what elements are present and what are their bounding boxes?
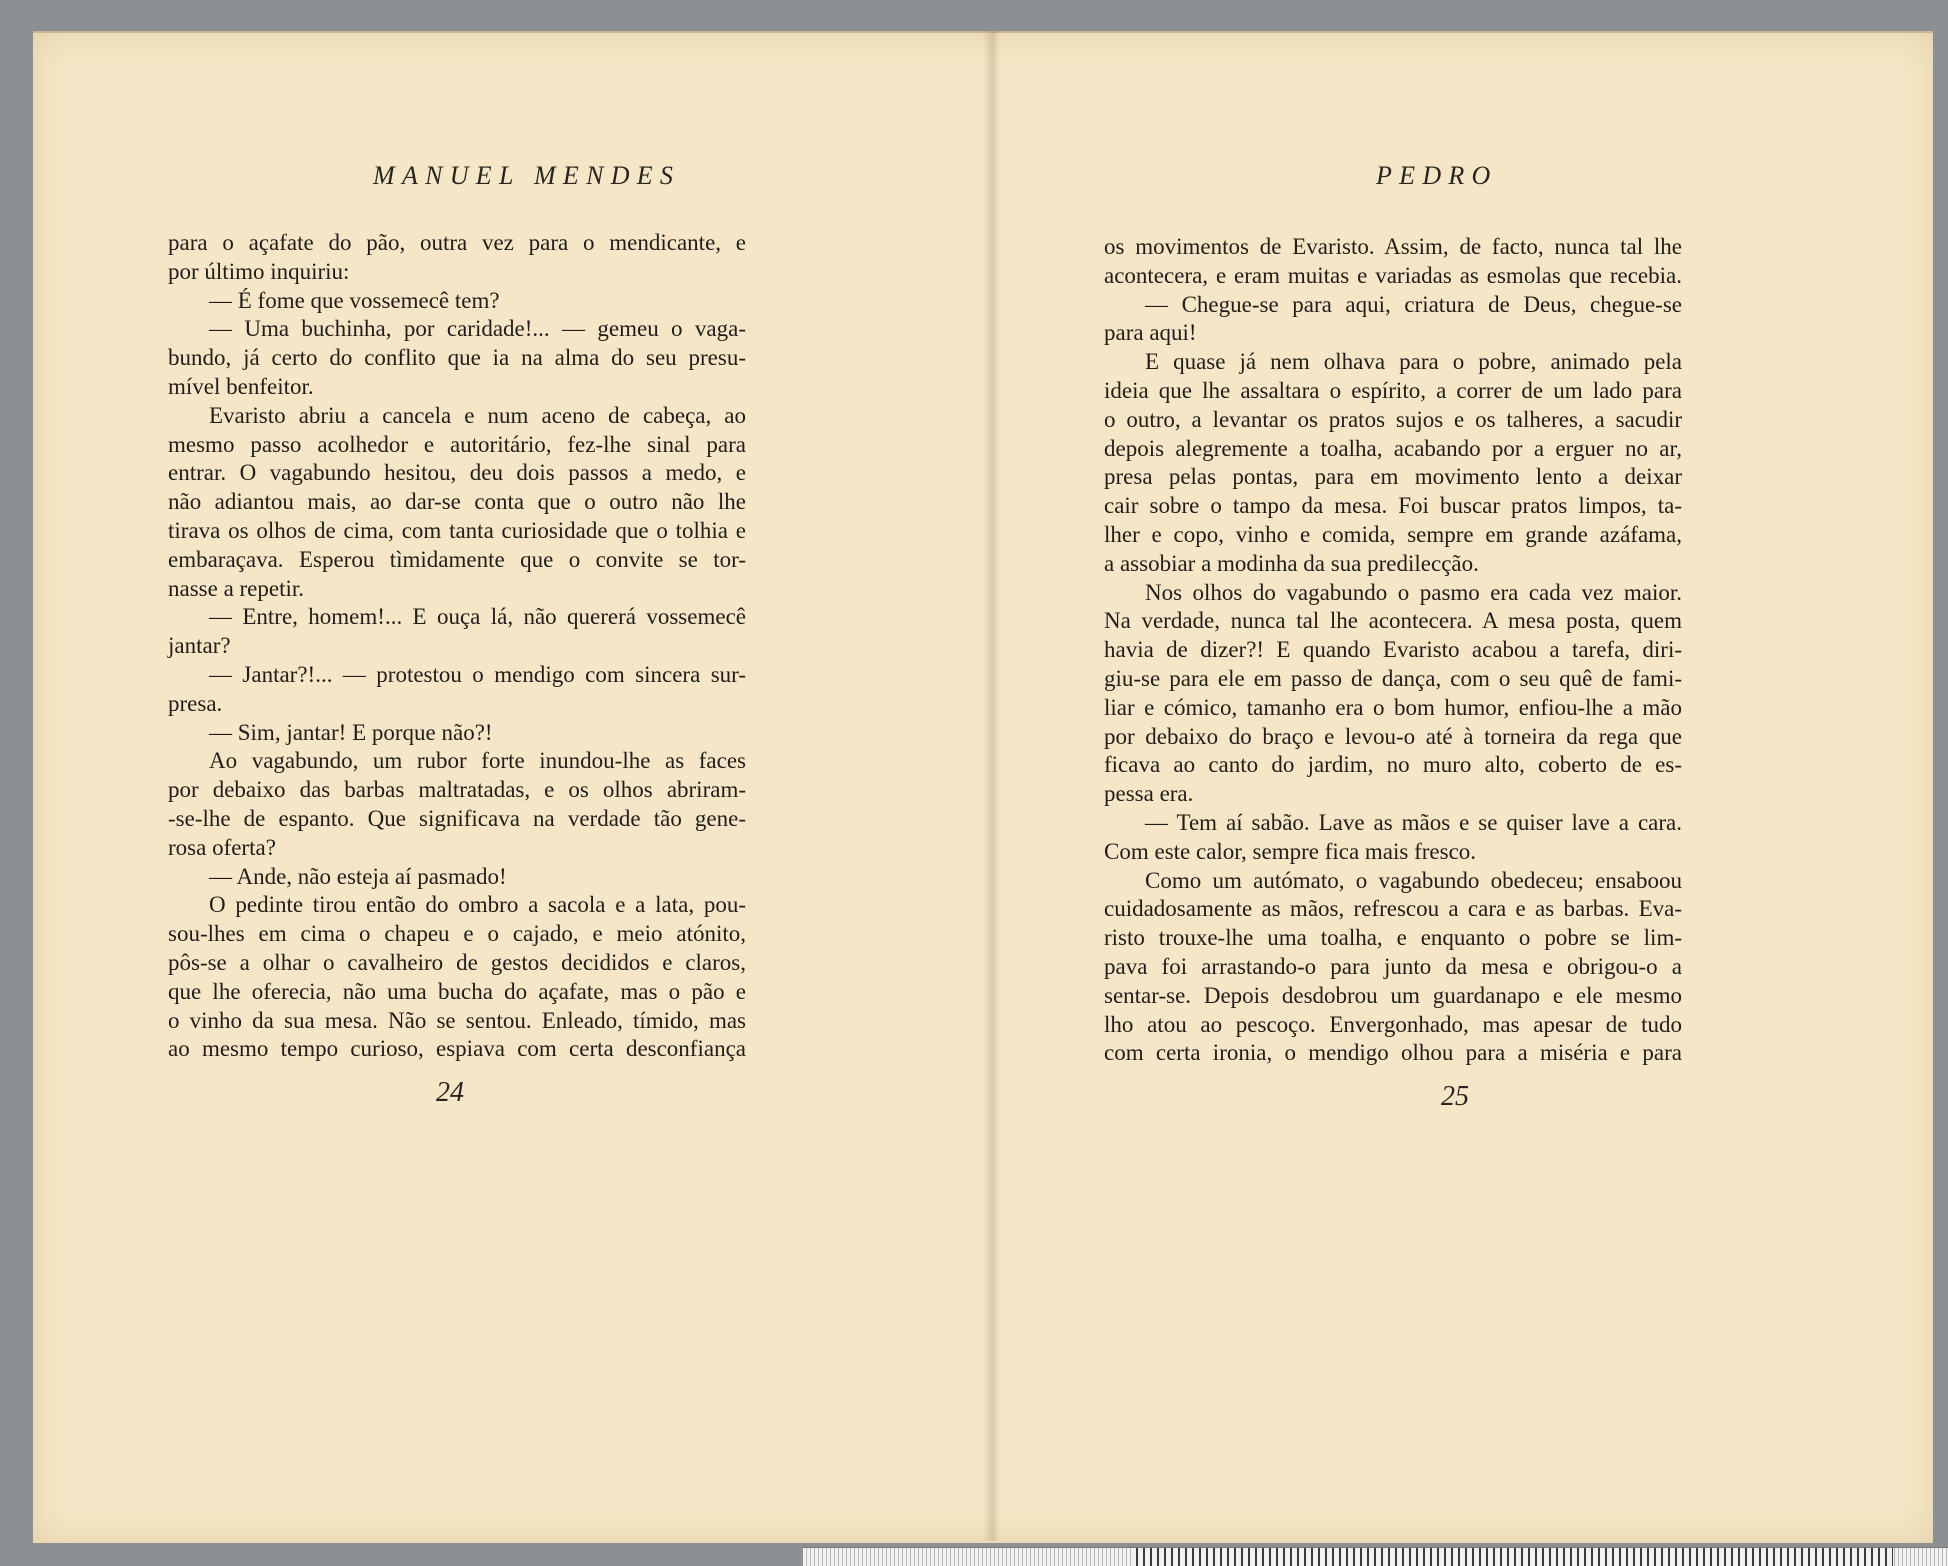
text-line: — Entre, homem!... E ouça lá, não quererá vossemecê: [209, 604, 746, 630]
text-line: E quase já nem olhava para o pobre, animado pela: [1145, 349, 1682, 375]
text-line: cair sobre o tampo da mesa. Foi buscar pratos limpos, ta-: [1104, 493, 1682, 519]
text-line: liar e cómico, tamanho era o bom humor, enfiou-lhe a mão: [1104, 694, 1682, 720]
page-number-left: 24: [436, 1077, 464, 1108]
text-line: para aqui!: [1104, 320, 1197, 346]
text-line: presa.: [168, 690, 223, 716]
text-line: embaraçava. Esperou tìmidamente que o convite se tor-: [168, 546, 746, 572]
text-line: rosa oferta?: [168, 834, 276, 860]
text-line: sentar-se. Depois desdobrou um guardanapo e ele mesmo: [1104, 982, 1682, 1008]
text-line: o outro, a levantar os pratos sujos e os talheres, a sacudir: [1104, 406, 1682, 432]
text-line: — Sim, jantar! E porque não?!: [209, 719, 493, 745]
text-line: para o açafate do pão, outra vez para o mendicante, e: [168, 230, 746, 255]
text-line: giu-se para ele em passo de dança, com o seu quê de fami-: [1104, 665, 1682, 691]
text-line: — Uma buchinha, por caridade!... — gemeu o vaga-: [209, 316, 746, 342]
text-line: — Chegue-se para aqui, criatura de Deus, chegue-se: [1145, 291, 1682, 317]
right-page: [1001, 33, 1933, 1543]
text-line: entrar. O vagabundo hesitou, deu dois passos a medo, e: [168, 460, 746, 486]
text-line: ficava ao canto do jardim, no muro alto, coberto de es-: [1104, 752, 1682, 778]
text-line: ao mesmo tempo curioso, espiava com certa desconfiança: [168, 1036, 746, 1062]
text-line: ideia que lhe assaltara o espírito, a correr de um lado para: [1104, 377, 1682, 403]
text-line: Evaristo abriu a cancela e num aceno de cabeça, ao: [209, 402, 746, 428]
text-line: jantar?: [168, 633, 231, 659]
text-line: Ao vagabundo, um rubor forte inundou-lhe as faces: [209, 748, 746, 774]
text-line: — É fome que vossemecê tem?: [209, 287, 500, 313]
text-line: acontecera, e eram muitas e variadas as esmolas que recebia.: [1104, 262, 1682, 288]
text-line: -se-lhe de espanto. Que significava na verdade tão gene-: [168, 805, 746, 831]
text-line: a assobiar a modinha da sua predilecção.: [1104, 550, 1479, 576]
text-line: que lhe oferecia, não uma bucha do açafate, mas o pão e: [168, 978, 746, 1004]
text-line: por debaixo do braço e levou-o até à torneira da rega que: [1104, 723, 1682, 749]
text-line: sou-lhes em cima o chapeu e o cajado, e meio atónito,: [168, 921, 746, 947]
text-line: por último inquiriu:: [168, 258, 350, 284]
text-line: cuidadosamente as mãos, refrescou a cara e as barbas. Eva-: [1104, 896, 1682, 922]
right-page-body: [1104, 233, 1682, 1068]
text-line: lher e copo, vinho e comida, sempre em grande azáfama,: [1104, 521, 1682, 547]
text-line: — Tem aí sabão. Lave as mãos e se quiser lave a cara.: [1145, 809, 1682, 835]
text-line: pôs-se a olhar o cavalheiro de gestos decididos e claros,: [168, 949, 746, 975]
text-line: Na verdade, nunca tal lhe acontecera. A mesa posta, quem: [1104, 608, 1682, 634]
text-line: Como um autómato, o vagabundo obedeceu; ensaboou: [1145, 867, 1682, 893]
scale-ruler: [803, 1547, 1948, 1566]
text-line: risto trouxe-lhe uma toalha, e enquanto o pobre se lim-: [1104, 925, 1682, 951]
text-line: mesmo passo acolhedor e autoritário, fez-lhe sinal para: [168, 431, 746, 457]
text-line: com certa ironia, o mendigo olhou para a miséria e para: [1104, 1040, 1682, 1066]
text-line: Nos olhos do vagabundo o pasmo era cada vez maior.: [1145, 579, 1682, 605]
left-page-body: [168, 229, 746, 1064]
text-line: depois alegremente a toalha, acabando por a erguer no ar,: [1104, 435, 1682, 461]
text-line: — Jantar?!... — protestou o mendigo com sincera sur-: [209, 661, 746, 687]
text-line: o vinho da sua mesa. Não se sentou. Enleado, tímido, mas: [168, 1007, 746, 1033]
ruler-ticks: [1133, 1548, 1893, 1566]
text-line: mível benfeitor.: [168, 373, 314, 399]
text-line: os movimentos de Evaristo. Assim, de facto, nunca tal lhe: [1104, 234, 1682, 259]
text-line: nasse a repetir.: [168, 575, 305, 601]
text-line: havia de dizer?! E quando Evaristo acabou a tarefa, diri-: [1104, 637, 1682, 663]
page-number-right: 25: [1441, 1081, 1469, 1112]
text-line: não adiantou mais, ao dar-se conta que o outro não lhe: [168, 489, 746, 515]
running-head-title: PEDRO: [1376, 161, 1498, 190]
text-line: presa pelas pontas, para em movimento lento a deixar: [1104, 464, 1682, 490]
text-line: pava foi arrastando-o para junto da mesa e obrigou-o a: [1104, 953, 1682, 979]
left-page: [33, 33, 1015, 1543]
text-line: — Ande, não esteja aí pasmado!: [209, 863, 507, 889]
text-line: bundo, já certo do conflito que ia na alma do seu presu-: [168, 345, 746, 371]
text-line: lho atou ao pescoço. Envergonhado, mas apesar de tudo: [1104, 1011, 1682, 1037]
text-line: Com este calor, sempre fica mais fresco.: [1104, 838, 1477, 864]
text-line: tirava os olhos de cima, com tanta curiosidade que o tolhia e: [168, 517, 746, 543]
text-line: pessa era.: [1104, 781, 1194, 807]
gutter-fold: [982, 31, 1000, 1541]
running-head-author: MANUEL MENDES: [373, 161, 681, 190]
text-line: O pedinte tirou então do ombro a sacola e a lata, pou-: [209, 892, 746, 918]
text-line: por debaixo das barbas maltratadas, e os olhos abriram-: [168, 777, 746, 803]
